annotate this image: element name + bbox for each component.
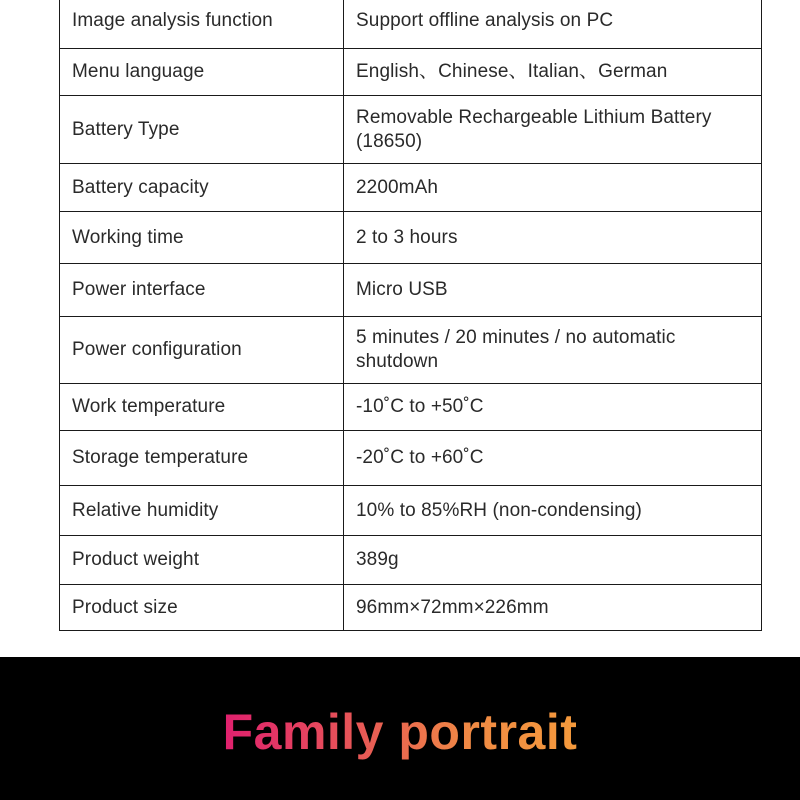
table-row: [60, 164, 762, 212]
spec-label: Storage temperature: [60, 431, 344, 486]
spec-value: Support offline analysis on PC: [344, 0, 762, 49]
spec-label: Power configuration: [60, 317, 344, 384]
footer-title-text: Family portrait: [222, 704, 578, 760]
spec-label: Power interface: [60, 264, 344, 317]
table-row: [60, 536, 762, 585]
spec-value: English、Chinese、Italian、German: [344, 49, 762, 96]
table-row: [60, 384, 762, 431]
table-row: [60, 264, 762, 317]
spec-value: Removable Rechargeable Lithium Battery (18650): [344, 96, 762, 164]
spec-value: -20˚C to +60˚C: [344, 431, 762, 486]
spec-value: 10% to 85%RH (non-condensing): [344, 486, 762, 536]
table-row: [60, 49, 762, 96]
table-row: [60, 0, 762, 49]
spec-value: 5 minutes / 20 minutes / no automatic shutdown: [344, 317, 762, 384]
spec-value: -10˚C to +50˚C: [344, 384, 762, 431]
table-row: [60, 585, 762, 631]
spec-label: Battery Type: [60, 96, 344, 164]
table-row: [60, 212, 762, 264]
spec-value: 96mm×72mm×226mm: [344, 585, 762, 631]
spec-value: 389g: [344, 536, 762, 585]
table-row: [60, 317, 762, 384]
table-row: [60, 486, 762, 536]
spec-label: Image analysis function: [60, 0, 344, 49]
spec-label: Product size: [60, 585, 344, 631]
spec-label: Battery capacity: [60, 164, 344, 212]
spec-label: Working time: [60, 212, 344, 264]
spec-label: Work temperature: [60, 384, 344, 431]
spec-value: Micro USB: [344, 264, 762, 317]
spec-value: 2200mAh: [344, 164, 762, 212]
spec-label: Menu language: [60, 49, 344, 96]
table-row: [60, 96, 762, 164]
footer-title: [0, 700, 800, 764]
spec-value: 2 to 3 hours: [344, 212, 762, 264]
spec-table: [59, 0, 762, 631]
spec-label: Product weight: [60, 536, 344, 585]
table-row: [60, 431, 762, 486]
spec-label: Relative humidity: [60, 486, 344, 536]
